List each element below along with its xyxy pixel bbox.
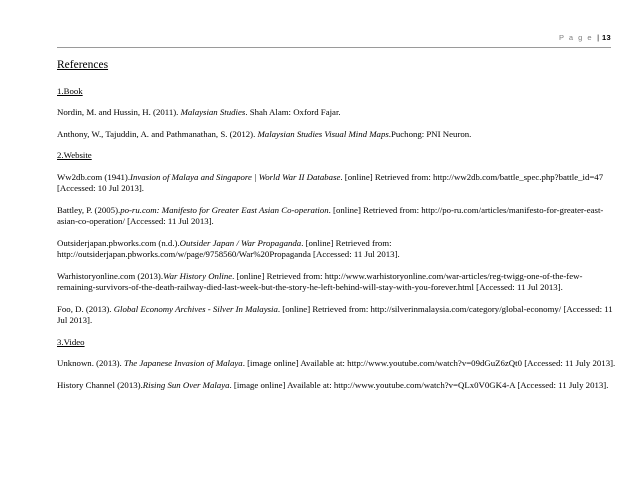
section-heading-website: 2.Website [57,150,92,160]
reference-entry: Battley, P. (2005).po-ru.com: Manifesto for Greater East Asian Co-operation. [online] Retrieved from: http://po-ru.com/articles/manifesto-for-greater-east-asian-co-operation/ [Accessed: 11 Jul 2013]. [57,204,604,226]
reference-entry: Nordin, M. and Hussin, H. (2011). Malaysian Studies. Shah Alam: Oxford Fajar. [57,107,341,117]
section-heading-video: 3.Video [57,336,85,347]
page-separator: | [597,33,600,42]
page-number: 13 [602,33,611,42]
page-label: P a g e [558,33,594,42]
page-header [559,33,611,42]
section-heading-book: 1.Book [57,85,83,96]
reference-entry: Foo, D. (2013). Global Economy Archives - Silver In Malaysia. [online] Retrieved from: http://silverinmalaysia.com/category/global-economy/ [Accessed: 11 Jul 2013]. [57,303,613,325]
reference-entry: Unknown. (2013). The Japanese Invasion of Malaya. [image online] Available at: http://www.youtube.com/watch?v=09dGuZ6zQt0 [Accessed: 11 July 2013]. [57,358,616,368]
reference-entry: Outsiderjapan.pbworks.com (n.d.).Outsider Japan / War Propaganda. [online] Retrieved from: http://outsiderjapan.pbworks.com/w/page/9758560/War%20Propaganda [Accessed: 11 Jul 2013]. [57,237,400,259]
reference-entry: History Channel (2013).Rising Sun Over Malaya. [image online] Available at: http://www.youtube.com/watch?v=QLx0V0GK4-A [Accessed: 11 July 2013]. [57,379,609,390]
reference-entry: Warhistoryonline.com (2013).War History Online. [online] Retrieved from: http://www.warhistoryonline.com/war-articles/reg-twigg-one-of-the-few-remaining-survivors-of-the-death-railway-died-last-week-but-the-story-he-left-behind-will-stay-with-you-forever.html [Accessed: 11 Jul 2013]. [57,270,583,292]
references-content [57,60,617,401]
header-rule [57,47,611,48]
reference-entry: Anthony, W., Tajuddin, A. and Pathmanathan, S. (2012). Malaysian Studies Visual Mind Maps.Puchong: PNI Neuron. [57,128,472,139]
reference-entry: Ww2db.com (1941).Invasion of Malaya and Singapore | World War II Database. [online] Retrieved from: http://ww2db.com/battle_spec.php?battle_id=47 [Accessed: 10 Jul 2013]. [57,171,604,193]
page-title: References [57,59,109,71]
